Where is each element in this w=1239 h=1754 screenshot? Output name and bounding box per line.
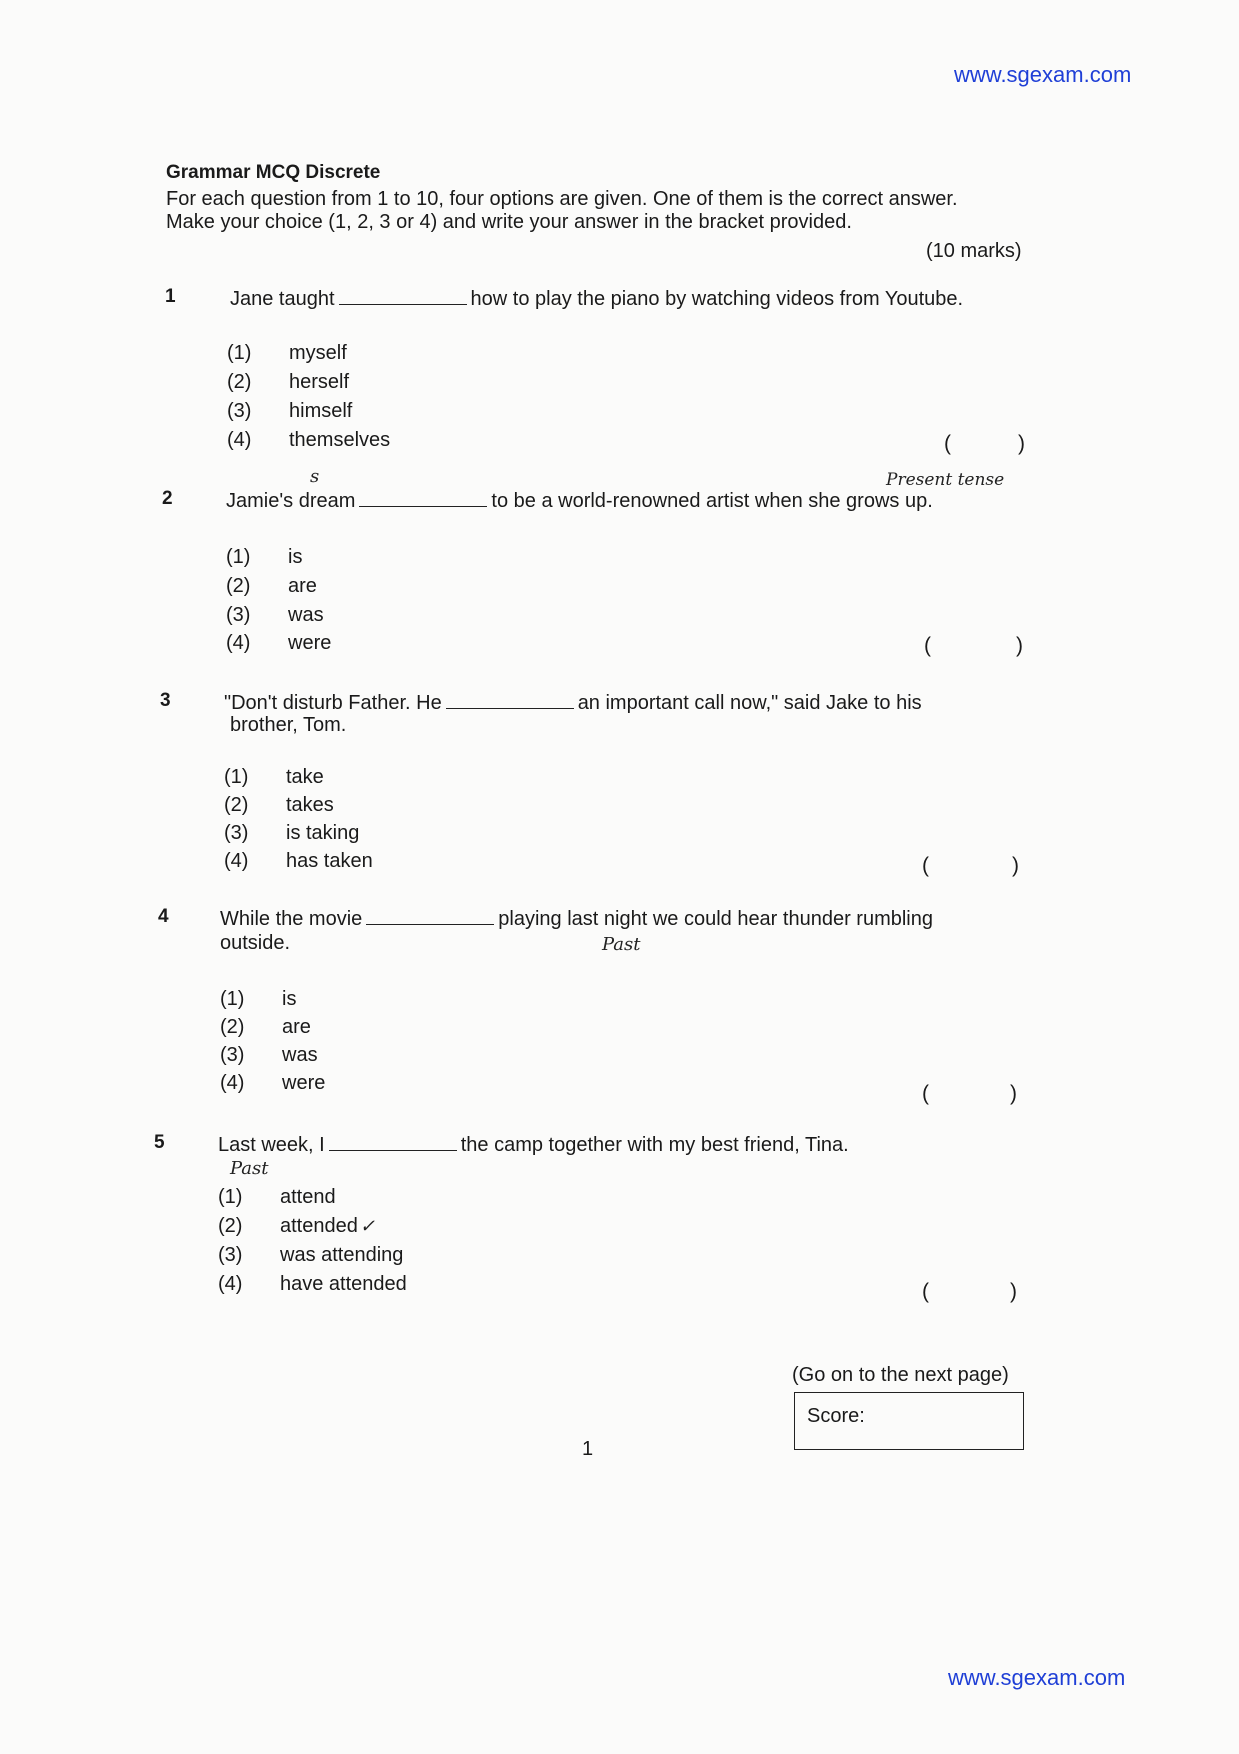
option-text: was attending xyxy=(280,1244,404,1266)
handwritten-note: Past xyxy=(230,1158,269,1179)
option-text: are xyxy=(282,1016,311,1038)
answer-bracket-close[interactable]: ) xyxy=(1018,432,1025,455)
option xyxy=(218,1273,407,1295)
question-number: 1 xyxy=(165,286,176,307)
option-text: takes xyxy=(286,794,334,816)
question-number: 4 xyxy=(158,906,169,927)
stem-after-blank: an important call now," said Jake to his xyxy=(577,692,922,714)
answer-bracket-close[interactable]: ) xyxy=(1010,1280,1017,1303)
option xyxy=(218,1186,336,1208)
page-number: 1 xyxy=(582,1438,594,1460)
option-number: (3) xyxy=(220,1044,245,1066)
option xyxy=(220,988,296,1010)
stem-before-blank: Jamie's dream xyxy=(226,490,356,512)
option-number: (1) xyxy=(224,766,249,788)
answer-bracket-open[interactable]: ( xyxy=(944,432,951,455)
score-label: Score: xyxy=(807,1405,865,1427)
option xyxy=(220,1072,325,1094)
option-text: was xyxy=(288,604,324,626)
option-number: (2) xyxy=(227,371,252,393)
option-text: is xyxy=(282,988,297,1010)
question-number: 3 xyxy=(160,690,171,711)
option-number: (2) xyxy=(220,1016,245,1038)
question-number: 2 xyxy=(162,488,173,509)
option xyxy=(218,1215,375,1238)
option-text: themselves xyxy=(289,429,391,451)
option-text: take xyxy=(286,766,324,788)
option-text: attended xyxy=(280,1215,358,1237)
answer-bracket-close[interactable]: ) xyxy=(1012,854,1019,877)
option xyxy=(226,632,331,654)
option-text: were xyxy=(282,1072,326,1094)
instruction-line-1: For each question from 1 to 10, four options are given. One of them is the correct answer. xyxy=(166,188,958,210)
option-number: (4) xyxy=(226,632,251,654)
option-number: (3) xyxy=(227,400,252,422)
option-number: (4) xyxy=(220,1072,245,1094)
answer-bracket-close[interactable]: ) xyxy=(1016,634,1023,657)
instruction-line-2: Make your choice (1, 2, 3 or 4) and write your answer in the bracket provided. xyxy=(166,211,852,233)
score-box[interactable] xyxy=(794,1392,1024,1450)
option xyxy=(220,1044,318,1066)
option-text: has taken xyxy=(286,850,373,872)
question-continuation: brother, Tom. xyxy=(230,714,347,736)
option-text: attend xyxy=(280,1186,336,1208)
option-number: (4) xyxy=(227,429,252,451)
option xyxy=(224,794,334,816)
option-text: have attended xyxy=(280,1273,407,1295)
option-text: myself xyxy=(289,342,347,364)
site-url-top[interactable]: www.sgexam.com xyxy=(954,62,1132,87)
stem-after-blank: the camp together with my best friend, Tina. xyxy=(460,1134,849,1156)
answer-blank xyxy=(339,286,467,305)
site-url-bottom[interactable]: www.sgexam.com xyxy=(948,1665,1126,1690)
answer-blank xyxy=(366,906,494,925)
option xyxy=(220,1016,311,1038)
stem-before-blank: Last week, I xyxy=(218,1134,325,1156)
option xyxy=(227,371,349,393)
option-number: (1) xyxy=(220,988,245,1010)
option xyxy=(227,342,347,364)
option-number: (2) xyxy=(224,794,249,816)
option-number: (4) xyxy=(224,850,249,872)
option-number: (3) xyxy=(224,822,249,844)
stem-after-blank: to be a world-renowned artist when she grows up. xyxy=(491,490,933,512)
stem-before-blank: While the movie xyxy=(220,908,363,930)
option xyxy=(218,1244,403,1266)
option xyxy=(226,604,324,626)
question-stem xyxy=(220,906,933,930)
option xyxy=(224,822,359,844)
option-text: herself xyxy=(289,371,350,393)
option-text: is xyxy=(288,546,303,568)
option-text: was xyxy=(282,1044,318,1066)
option xyxy=(227,429,390,451)
answer-bracket-open[interactable]: ( xyxy=(922,1280,929,1303)
answer-bracket-open[interactable]: ( xyxy=(922,1082,929,1105)
question-stem xyxy=(230,286,963,310)
stem-before-blank: Jane taught xyxy=(230,288,335,310)
question-stem xyxy=(226,488,933,512)
option xyxy=(226,546,302,568)
option xyxy=(224,850,373,872)
answer-bracket-close[interactable]: ) xyxy=(1010,1082,1017,1105)
section-title: Grammar MCQ Discrete xyxy=(166,162,381,183)
option-number: (2) xyxy=(218,1215,243,1237)
option-text: himself xyxy=(289,400,353,422)
question-stem xyxy=(218,1132,849,1156)
option-number: (1) xyxy=(226,546,251,568)
option-number: (2) xyxy=(226,575,251,597)
handwritten-note: Past xyxy=(602,934,641,955)
option xyxy=(227,400,352,422)
question-number: 5 xyxy=(154,1132,165,1153)
option-text: were xyxy=(288,632,332,654)
question-stem xyxy=(224,690,922,714)
stem-after-blank: how to play the piano by watching videos from Youtube. xyxy=(470,288,964,310)
answer-blank xyxy=(446,690,574,709)
stem-before-blank: "Don't disturb Father. He xyxy=(224,692,442,714)
option-text: are xyxy=(288,575,317,597)
option-text: is taking xyxy=(286,822,360,844)
answer-bracket-open[interactable]: ( xyxy=(924,634,931,657)
stem-after-blank: playing last night we could hear thunder rumbling xyxy=(498,908,933,930)
option-number: (3) xyxy=(218,1244,243,1266)
option-number: (3) xyxy=(226,604,251,626)
answer-blank xyxy=(359,488,487,507)
marks-label: (10 marks) xyxy=(926,240,1022,262)
go-on-note: (Go on to the next page) xyxy=(792,1364,1009,1386)
option-number: (1) xyxy=(227,342,252,364)
handwritten-note: Present tense xyxy=(886,470,1005,490)
answer-bracket-open[interactable]: ( xyxy=(922,854,929,877)
question-continuation: outside. xyxy=(220,932,291,954)
option xyxy=(224,766,324,788)
handwritten-s: s xyxy=(310,466,320,487)
option xyxy=(226,575,317,597)
answer-blank xyxy=(329,1132,457,1151)
option-number: (4) xyxy=(218,1273,243,1295)
handwritten-tick: ✓ xyxy=(359,1216,375,1237)
option-number: (1) xyxy=(218,1186,243,1208)
